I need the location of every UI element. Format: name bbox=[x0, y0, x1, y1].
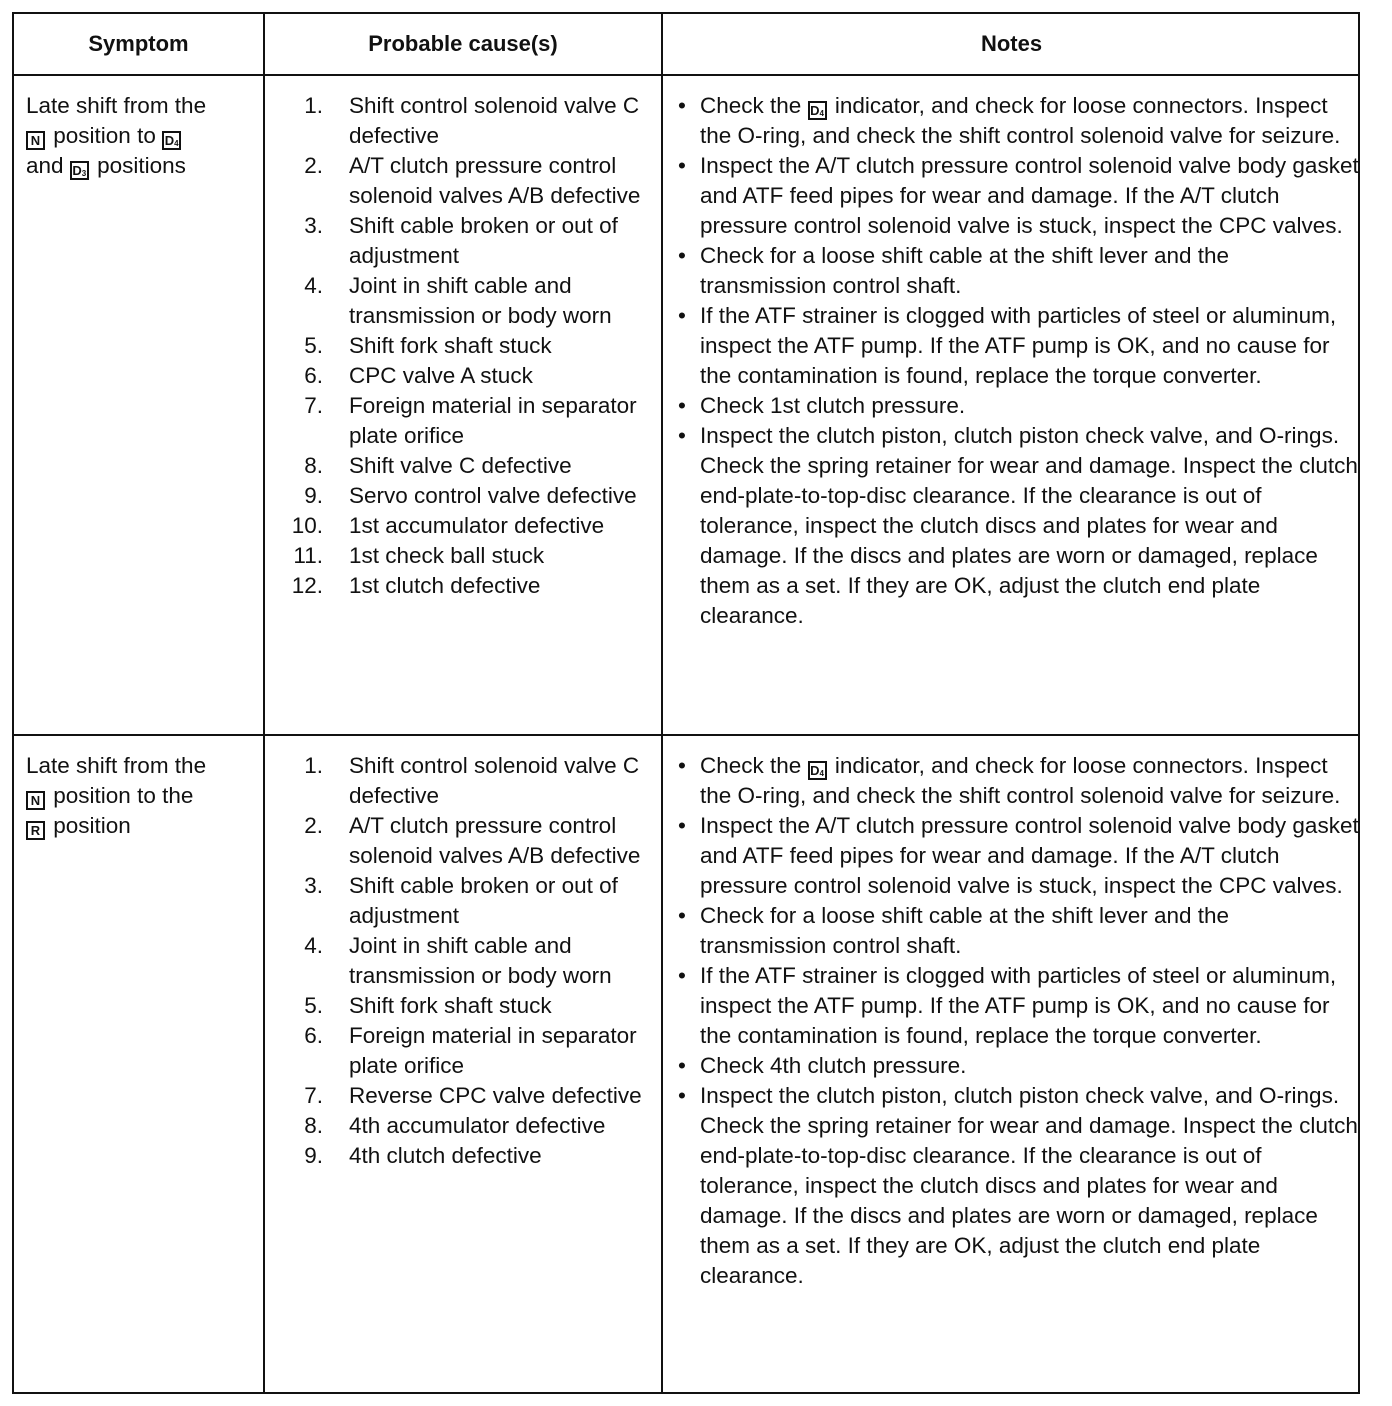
header-symptom: Symptom bbox=[88, 31, 189, 56]
symptom-text: and bbox=[26, 153, 64, 178]
symptom-line bbox=[26, 151, 258, 181]
note-text: Check the bbox=[700, 93, 802, 118]
cause-text: Shift cable broken or out of adjustment bbox=[349, 873, 618, 928]
note-item bbox=[675, 301, 1359, 391]
note-text: Inspect the A/T clutch pressure control solenoid valve body gasket and ATF feed pipes for wear and damage. If the A/T clutch pressure control solenoid valve is stuck, inspect the CPC valves. bbox=[700, 813, 1359, 898]
symptom-text: position to bbox=[53, 123, 156, 148]
note-text: indicator, and check for loose connectors. Inspect the O-ring, and check the shift control solenoid valve for seizure. bbox=[700, 753, 1341, 808]
note-item bbox=[675, 91, 1359, 151]
cause-item bbox=[288, 541, 658, 571]
note-text: Check 1st clutch pressure. bbox=[700, 393, 966, 418]
header-probable-causes: Probable cause(s) bbox=[368, 31, 558, 56]
cause-item bbox=[288, 1081, 658, 1111]
note-text: indicator, and check for loose connectors. Inspect the O-ring, and check the shift control solenoid valve for seizure. bbox=[700, 93, 1341, 148]
header-divider bbox=[14, 74, 1358, 76]
cause-text: Shift fork shaft stuck bbox=[349, 993, 552, 1018]
cause-item bbox=[288, 811, 658, 871]
neutral-position-icon: N bbox=[26, 131, 45, 150]
cause-item bbox=[288, 931, 658, 991]
symptom-cell bbox=[26, 751, 258, 841]
cause-number: 9. bbox=[304, 1143, 323, 1168]
cause-text: CPC valve A stuck bbox=[349, 363, 533, 388]
cause-text: 1st clutch defective bbox=[349, 573, 541, 598]
note-text: Inspect the clutch piston, clutch piston check valve, and O-rings. Check the spring retainer for wear and damage. Inspect the clutch end-plate-to-top-disc clearance. If the clearance is out of tolerance, inspect the clutch discs and plates for wear and damage. If the discs and plates are worn or damaged, replace them as a set. If they are OK, adjust the clutch end plate clearance. bbox=[700, 423, 1358, 628]
note-item bbox=[675, 1081, 1359, 1291]
neutral-position-icon: N bbox=[26, 791, 45, 810]
cause-number: 6. bbox=[304, 1023, 323, 1048]
cause-text: 1st accumulator defective bbox=[349, 513, 605, 538]
cause-text: Shift valve C defective bbox=[349, 453, 572, 478]
cause-number: 4. bbox=[304, 273, 323, 298]
cause-text: Shift control solenoid valve C defective bbox=[349, 753, 640, 808]
cause-number: 7. bbox=[304, 1083, 323, 1108]
symptom-cell bbox=[26, 91, 258, 181]
cause-number: 12. bbox=[291, 573, 323, 598]
note-item bbox=[675, 421, 1359, 631]
d4-position-icon: $D_4$ bbox=[162, 131, 181, 150]
symptom-line bbox=[26, 121, 258, 151]
cause-number: 10. bbox=[291, 513, 323, 538]
note-text: Check the bbox=[700, 753, 802, 778]
cause-text: A/T clutch pressure control solenoid valves A/B defective bbox=[349, 153, 641, 208]
cause-text: Foreign material in separator plate orifice bbox=[349, 1023, 637, 1078]
note-item bbox=[675, 391, 1359, 421]
cause-number: 3. bbox=[304, 873, 323, 898]
cause-number: 1. bbox=[304, 753, 323, 778]
note-text: If the ATF strainer is clogged with particles of steel or aluminum, inspect the ATF pump. If the ATF pump is OK, and no cause for the contamination is found, replace the torque converter. bbox=[700, 963, 1337, 1048]
cause-number: 11. bbox=[293, 543, 323, 568]
cause-item bbox=[288, 991, 658, 1021]
note-item bbox=[675, 901, 1359, 961]
causes-cell bbox=[288, 751, 658, 1171]
cause-item bbox=[288, 271, 658, 331]
cause-number: 6. bbox=[304, 363, 323, 388]
cause-item bbox=[288, 91, 658, 151]
column-divider bbox=[661, 14, 663, 1392]
cause-number: 5. bbox=[304, 333, 323, 358]
note-text: Inspect the A/T clutch pressure control solenoid valve body gasket and ATF feed pipes for wear and damage. If the A/T clutch pressure control solenoid valve is stuck, inspect the CPC valves. bbox=[700, 153, 1359, 238]
note-text: Check for a loose shift cable at the shift lever and the transmission control shaft. bbox=[700, 903, 1230, 958]
cause-text: 4th accumulator defective bbox=[349, 1113, 606, 1138]
troubleshooting-table bbox=[12, 12, 1360, 1394]
cause-number: 4. bbox=[304, 933, 323, 958]
cause-text: 4th clutch defective bbox=[349, 1143, 542, 1168]
note-item bbox=[675, 811, 1359, 901]
symptom-line: Late shift from the bbox=[26, 753, 207, 778]
causes-list bbox=[288, 751, 658, 1171]
d3-position-icon: $D_3$ bbox=[70, 161, 89, 180]
cause-text: A/T clutch pressure control solenoid valves A/B defective bbox=[349, 813, 641, 868]
cause-number: 3. bbox=[304, 213, 323, 238]
cause-text: Servo control valve defective bbox=[349, 483, 637, 508]
symptom-line bbox=[26, 811, 258, 841]
cause-item bbox=[288, 451, 658, 481]
note-item bbox=[675, 1051, 1359, 1081]
cause-number: 2. bbox=[304, 153, 323, 178]
cause-item bbox=[288, 511, 658, 541]
cause-text: Reverse CPC valve defective bbox=[349, 1083, 642, 1108]
cause-text: Shift fork shaft stuck bbox=[349, 333, 552, 358]
d4-indicator-icon: $D_4$ bbox=[808, 101, 827, 120]
cause-number: 8. bbox=[304, 1113, 323, 1138]
cause-text: Joint in shift cable and transmission or body worn bbox=[349, 273, 612, 328]
causes-list bbox=[288, 91, 658, 601]
symptom-text: position to the bbox=[53, 783, 194, 808]
row-divider bbox=[14, 734, 1358, 736]
note-text: Inspect the clutch piston, clutch piston check valve, and O-rings. Check the spring retainer for wear and damage. Inspect the clutch end-plate-to-top-disc clearance. If the clearance is out of tolerance, inspect the clutch discs and plates for wear and damage. If the discs and plates are worn or damaged, replace them as a set. If they are OK, adjust the clutch end plate clearance. bbox=[700, 1083, 1358, 1288]
notes-cell bbox=[675, 91, 1359, 631]
symptom-line bbox=[26, 781, 258, 811]
cause-number: 1. bbox=[304, 93, 323, 118]
note-item bbox=[675, 961, 1359, 1051]
cause-text: 1st check ball stuck bbox=[349, 543, 545, 568]
cause-item bbox=[288, 1141, 658, 1171]
notes-list bbox=[675, 751, 1359, 1291]
cause-item bbox=[288, 751, 658, 811]
cause-text: Shift cable broken or out of adjustment bbox=[349, 213, 618, 268]
causes-cell bbox=[288, 91, 658, 601]
note-text: If the ATF strainer is clogged with particles of steel or aluminum, inspect the ATF pump. If the ATF pump is OK, and no cause for the contamination is found, replace the torque converter. bbox=[700, 303, 1337, 388]
cause-number: 8. bbox=[304, 453, 323, 478]
cause-item bbox=[288, 571, 658, 601]
cause-item bbox=[288, 211, 658, 271]
cause-item bbox=[288, 481, 658, 511]
cause-number: 7. bbox=[304, 393, 323, 418]
d4-indicator-icon: $D_4$ bbox=[808, 761, 827, 780]
note-text: Check 4th clutch pressure. bbox=[700, 1053, 967, 1078]
column-divider bbox=[263, 14, 265, 1392]
note-item bbox=[675, 751, 1359, 811]
symptom-line: Late shift from the bbox=[26, 93, 207, 118]
cause-text: Foreign material in separator plate orifice bbox=[349, 393, 637, 448]
symptom-text: positions bbox=[97, 153, 186, 178]
cause-item bbox=[288, 871, 658, 931]
cause-text: Shift control solenoid valve C defective bbox=[349, 93, 640, 148]
symptom-text: position bbox=[53, 813, 131, 838]
cause-item bbox=[288, 331, 658, 361]
cause-number: 9. bbox=[304, 483, 323, 508]
cause-number: 2. bbox=[304, 813, 323, 838]
notes-list bbox=[675, 91, 1359, 631]
note-text: Check for a loose shift cable at the shift lever and the transmission control shaft. bbox=[700, 243, 1230, 298]
cause-number: 5. bbox=[304, 993, 323, 1018]
cause-item bbox=[288, 1111, 658, 1141]
cause-text: Joint in shift cable and transmission or body worn bbox=[349, 933, 612, 988]
cause-item bbox=[288, 1021, 658, 1081]
note-item bbox=[675, 241, 1359, 301]
cause-item bbox=[288, 361, 658, 391]
notes-cell bbox=[675, 751, 1359, 1291]
header-notes: Notes bbox=[980, 31, 1043, 56]
cause-item bbox=[288, 391, 658, 451]
reverse-position-icon: R bbox=[26, 821, 45, 840]
note-item bbox=[675, 151, 1359, 241]
cause-item bbox=[288, 151, 658, 211]
